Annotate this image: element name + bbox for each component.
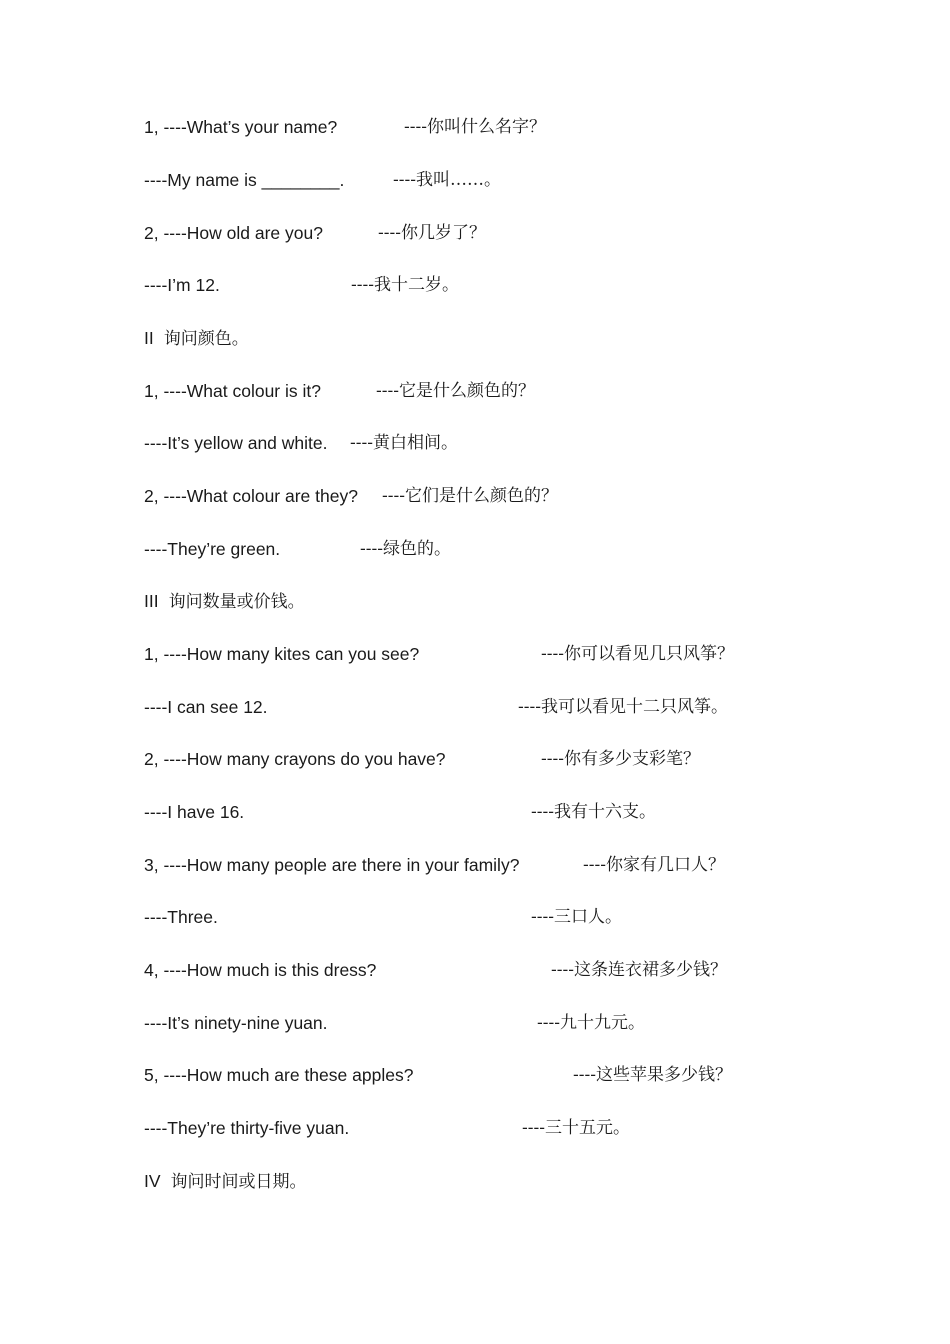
dialogue-line — [0, 114, 950, 140]
dialogue-line — [0, 536, 950, 562]
english-text: 3, ----How many people are there in your family? — [144, 855, 520, 875]
chinese-text: ----这条连衣裙多少钱？ — [551, 960, 727, 980]
chinese-text: ----黄白相间。 — [350, 433, 458, 453]
chinese-text: ----九十九元。 — [537, 1013, 645, 1033]
dialogue-line — [0, 799, 950, 825]
english-text: ----Three. — [144, 907, 218, 927]
english-text: ----They’re green. — [144, 539, 281, 559]
chinese-text: ----它是什么颜色的？ — [376, 381, 535, 401]
english-text: ----It’s ninety-nine yuan. — [144, 1013, 328, 1033]
chinese-text: ----三口人。 — [531, 907, 622, 927]
english-text: 2, ----What colour are they? — [144, 486, 358, 506]
section-title: 询问数量或价钱。 — [168, 592, 305, 612]
english-text: 1, ----How many kites can you see? — [144, 644, 420, 664]
chinese-text: ----我有十六支。 — [531, 802, 656, 822]
section-heading — [0, 325, 950, 351]
english-text: 5, ----How much are these apples? — [144, 1065, 414, 1085]
chinese-text: ----绿色的。 — [360, 539, 451, 559]
english-text: ----It’s yellow and white. — [144, 433, 328, 453]
section-heading — [0, 588, 950, 614]
chinese-text: ----三十五元。 — [522, 1118, 630, 1138]
section-title: 询问颜色。 — [163, 329, 249, 349]
dialogue-line — [0, 904, 950, 930]
english-text: 1, ----What’s your name? — [144, 117, 338, 137]
dialogue-line — [0, 957, 950, 983]
chinese-text: ----你可以看见几只风筝？ — [541, 644, 734, 664]
dialogue-line — [0, 641, 950, 667]
section-number: III — [144, 591, 159, 611]
chinese-text: ----我十二岁。 — [351, 275, 459, 295]
english-text: ----I’m 12. — [144, 275, 220, 295]
chinese-text: ----你几岁了？ — [378, 223, 486, 243]
section-heading — [0, 1168, 950, 1194]
chinese-text: ----我叫……。 — [393, 170, 501, 190]
chinese-text: ----我可以看见十二只风筝。 — [518, 697, 728, 717]
chinese-text: ----它们是什么颜色的？ — [382, 486, 558, 506]
english-text: 4, ----How much is this dress? — [144, 960, 377, 980]
chinese-text: ----这些苹果多少钱？ — [573, 1065, 732, 1085]
chinese-text: ----你有多少支彩笔？ — [541, 749, 700, 769]
dialogue-line — [0, 694, 950, 720]
dialogue-line — [0, 220, 950, 246]
section-title: 询问时间或日期。 — [170, 1172, 307, 1192]
dialogue-line — [0, 1010, 950, 1036]
dialogue-line — [0, 430, 950, 456]
chinese-text: ----你家有几口人？ — [583, 855, 725, 875]
english-text: ----They’re thirty-five yuan. — [144, 1118, 350, 1138]
english-text: ----My name is ________. — [144, 170, 345, 190]
dialogue-line — [0, 852, 950, 878]
dialogue-line — [0, 378, 950, 404]
dialogue-line — [0, 1115, 950, 1141]
section-number: II — [144, 328, 154, 348]
dialogue-line — [0, 272, 950, 298]
english-text: 2, ----How many crayons do you have? — [144, 749, 446, 769]
chinese-text: ----你叫什么名字？ — [404, 117, 546, 137]
dialogue-line — [0, 483, 950, 509]
english-text: 1, ----What colour is it? — [144, 381, 321, 401]
dialogue-line — [0, 746, 950, 772]
english-text: ----I can see 12. — [144, 697, 268, 717]
dialogue-line — [0, 167, 950, 193]
english-text: 2, ----How old are you? — [144, 223, 323, 243]
english-text: ----I have 16. — [144, 802, 245, 822]
section-number: IV — [144, 1171, 161, 1191]
dialogue-line — [0, 1062, 950, 1088]
